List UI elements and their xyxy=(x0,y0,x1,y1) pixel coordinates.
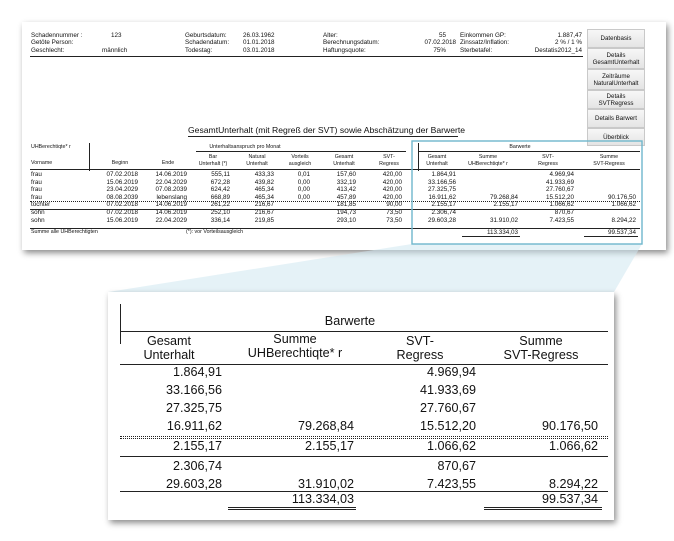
small-cell-svt: 420,00 xyxy=(382,193,402,201)
small-cell-bw-sumsvt: 90.176,50 xyxy=(607,193,636,201)
group-unterhaltsanspruch: Unterhaltsanspruch pro Monat xyxy=(209,144,281,150)
small-cell-beginn: 07.02.2018 xyxy=(106,201,138,209)
small-cell-bw-svt: 41.933,69 xyxy=(545,178,574,186)
col-natural-2: Unterhalt xyxy=(246,161,268,167)
zoom-total-summe-line-2 xyxy=(228,509,356,510)
small-cell-bw-svt: 1.066,62 xyxy=(549,201,574,209)
value-todestag: 03.01.2018 xyxy=(243,47,275,54)
zoom-cell-bw-summe: 31.910,02 xyxy=(297,477,354,491)
small-cell-natural: 465,34 xyxy=(254,186,274,194)
label-berechnungsdatum: Berechnungsdatum: xyxy=(323,39,380,46)
col-ende: Ende xyxy=(161,160,175,166)
zoom-tochter-line xyxy=(120,456,608,457)
small-cell-ende: 14.06.2019 xyxy=(155,209,187,216)
col-bar-2: Unterhalt (*) xyxy=(198,161,228,167)
small-cell-svt: 420,00 xyxy=(382,186,402,194)
datenbasis-label: Datenbasis xyxy=(600,35,632,42)
small-cell-vorteils: 0,00 xyxy=(297,186,310,194)
small-cell-beginn: 15.06.2019 xyxy=(106,216,138,224)
small-cell-beginn: 07.02.2018 xyxy=(106,209,138,216)
value-schadennummer: 123 xyxy=(111,32,122,39)
small-cell-bw-gesamt: 33.166,56 xyxy=(427,178,456,186)
details-barwert-label: Details Barwert xyxy=(595,115,637,122)
small-cell-bw-gesamt: 29.603,28 xyxy=(427,216,456,224)
small-cell-bw-summe: 31.910,02 xyxy=(489,216,518,224)
small-cell-bw-svt: 27.760,67 xyxy=(545,186,574,194)
zoom-cone-fill xyxy=(108,244,642,292)
small-cell-vorname: frau xyxy=(31,186,42,194)
zeitraeume-label-1: Zeiträume xyxy=(602,72,630,80)
col-bw-gesamt-2: Unterhalt xyxy=(426,161,448,167)
small-cell-gesamt: 194,73 xyxy=(336,209,356,216)
small-cell-svt: 73,50 xyxy=(386,216,402,224)
small-cell-ende: 07.08.2039 xyxy=(155,186,187,194)
small-cell-bw-svt: 7.423,55 xyxy=(549,216,574,224)
value-berechnungsdatum: 07.02.2018 xyxy=(424,39,456,46)
label-haftungsquote: Haftungsquote: xyxy=(323,47,366,54)
label-schadendatum: Schadendatum: xyxy=(185,39,230,46)
small-cell-bw-gesamt: 1.864,91 xyxy=(431,171,456,178)
col-svt-1: SVT- xyxy=(383,154,395,160)
zoom-cell-bw-sumsvt: 90.176,50 xyxy=(541,419,598,433)
small-cell-gesamt: 181,85 xyxy=(336,201,356,209)
small-cell-bw-summe: 79.268,84 xyxy=(489,193,518,201)
small-cell-bar: 336,14 xyxy=(210,216,230,224)
footer-note: (*): vor Vorteilsausgleich xyxy=(186,229,244,235)
small-total-summe: 113.334,03 xyxy=(486,229,518,236)
small-cell-bw-svt: 870,67 xyxy=(554,209,574,216)
small-cell-ende: 14.06.2019 xyxy=(155,201,187,209)
zoom-cell-bw-gesamt: 2.306,74 xyxy=(172,459,222,473)
small-cell-bw-gesamt: 16.911,62 xyxy=(428,193,456,201)
small-cell-natural: 465,34 xyxy=(254,193,274,201)
value-haftungsquote: 75% xyxy=(433,47,446,54)
report-title: GesamtUnterhalt (mit Regreß der SVT) sowie Abschätzung der Barwerte xyxy=(188,125,466,135)
small-cell-gesamt: 413,42 xyxy=(336,186,356,194)
group-barwerte-small: Barwerte xyxy=(509,144,531,150)
zoom-cell-bw-summe: 79.268,84 xyxy=(297,419,354,433)
zoom-cell-bw-svt: 41.933,69 xyxy=(419,383,476,397)
zoom-cell-bw-gesamt: 1.864,91 xyxy=(172,365,222,379)
col-bw-svt-2: Regress xyxy=(538,161,558,167)
small-cell-bar: 261,22 xyxy=(210,201,230,209)
col-vorteils-1: Vorteils xyxy=(291,154,309,160)
value-einkommen-gp: 1.887,47 xyxy=(557,32,582,39)
small-cell-bw-gesamt: 2.155,17 xyxy=(431,201,456,209)
small-cell-beginn: 15.06.2019 xyxy=(106,178,138,186)
small-cell-natural: 219,85 xyxy=(254,216,274,224)
col-vorteils-2: ausgleich xyxy=(288,161,312,167)
small-cell-beginn: 07.02.2018 xyxy=(106,171,138,178)
zoom-cell-bw-svt: 7.423,55 xyxy=(426,477,476,491)
label-geburtsdatum: Geburtsdatum: xyxy=(185,32,227,39)
details-gesamtunterhalt-label-1: Details xyxy=(606,51,626,59)
zoom-col-summe-2: UHBerechtiqte* r xyxy=(247,346,343,360)
small-cell-ende: 22.04.2029 xyxy=(155,216,187,224)
zoom-col-sumsvt-1: Summe xyxy=(519,334,563,348)
zoom-bottom-line xyxy=(120,491,608,492)
zoom-group-line xyxy=(120,331,608,332)
zeitraeume-label-2: NaturalUnterhalt xyxy=(593,79,639,87)
col-bw-svt-1: SVT- xyxy=(542,154,554,160)
small-cell-vorname: sohn xyxy=(31,209,45,216)
highlight-frame xyxy=(412,141,642,244)
label-alter: Alter: xyxy=(323,32,338,39)
small-cell-natural: 439,82 xyxy=(254,178,274,186)
value-geburtsdatum: 26.03.1962 xyxy=(243,32,275,39)
zoom-cell-bw-gesamt: 33.166,56 xyxy=(165,383,222,397)
small-cell-vorteils: 0,00 xyxy=(297,178,310,186)
zoom-total-sumsvt-line-1 xyxy=(484,507,602,508)
col-vorname: Vorname xyxy=(31,160,53,166)
col-svt-2: Regress xyxy=(379,161,399,167)
zoom-cell-bw-gesamt: 29.603,28 xyxy=(165,477,222,491)
small-cell-vorname: frau xyxy=(31,178,42,186)
zoom-dotted-line-1 xyxy=(120,436,608,437)
col-bar-1: Bar xyxy=(208,154,218,160)
small-cell-bw-gesamt: 2.306,74 xyxy=(431,209,456,216)
small-cell-bar: 672,28 xyxy=(210,178,230,186)
details-svtregress-label-1: Details xyxy=(606,92,626,100)
zoom-cell-bw-svt: 870,67 xyxy=(437,459,476,473)
small-cell-svt: 90,00 xyxy=(386,201,402,209)
zoom-left-divider xyxy=(120,304,121,344)
ueberblick-label: Überblick xyxy=(603,133,629,141)
col-bw-gesamt-1: Gesamt xyxy=(427,154,447,160)
small-cell-vorname: sohn xyxy=(31,216,45,224)
value-schadendatum: 01.01.2018 xyxy=(243,39,275,46)
label-schadennummer: Schadennummer : xyxy=(31,32,83,39)
zoom-cell-bw-svt: 27.760,67 xyxy=(419,401,476,415)
col-bw-summe-1: Summe xyxy=(478,154,498,160)
zoom-col-sumsvt-2: SVT-Regress xyxy=(503,348,579,362)
col-natural-1: Natural xyxy=(248,154,266,160)
footer-summe-alle: Summe alle UHBerechtigten xyxy=(31,229,98,235)
zoom-cell-bw-gesamt: 16.911,62 xyxy=(166,419,222,433)
details-gesamtunterhalt-label-2: GesamtUnterhalt xyxy=(592,58,640,66)
small-cell-bar: 624,42 xyxy=(210,186,230,194)
col-gesamt-2: Unterhalt xyxy=(333,161,355,167)
col-beginn: Beginn xyxy=(111,160,129,166)
small-cell-bw-gesamt: 27.325,75 xyxy=(427,186,456,194)
zoom-cell-bw-sumsvt: 1.066,62 xyxy=(548,439,598,453)
small-cell-bar: 252,10 xyxy=(210,209,230,216)
small-cell-bw-svt: 15.512,20 xyxy=(545,193,574,201)
small-cell-svt: 420,00 xyxy=(382,178,402,186)
zoom-dotted-line-2 xyxy=(120,438,608,439)
small-cell-beginn: 23.04.2029 xyxy=(106,186,138,194)
small-cell-beginn: 08.08.2039 xyxy=(106,193,138,201)
small-cell-bar: 668,89 xyxy=(210,193,230,201)
label-einkommen-gp: Einkommen GP: xyxy=(460,32,506,39)
zoom-col-gesamt-1: Gesamt xyxy=(146,334,192,348)
group-uhberechtigte: UHBerechtiqte* r xyxy=(31,144,71,150)
small-cell-bw-sumsvt: 1.066,62 xyxy=(611,201,636,209)
zoom-total-summe-line-1 xyxy=(228,507,356,508)
label-sterbetafel: Sterbetafel: xyxy=(460,47,493,54)
zoom-cell-bw-svt: 15.512,20 xyxy=(419,419,476,433)
small-cell-svt: 73,50 xyxy=(386,209,402,216)
small-cell-bw-sumsvt: 8.294,22 xyxy=(611,216,636,224)
col-bw-sumsvt-2: SVT-Regress xyxy=(593,161,625,167)
col-bw-sumsvt-1: Summe xyxy=(599,154,619,160)
small-cell-ende: lebenslang xyxy=(156,193,187,201)
zoom-cell-bw-summe: 2.155,17 xyxy=(304,439,354,453)
zoom-cell-bw-gesamt: 2.155,17 xyxy=(172,439,222,453)
zoom-cell-bw-sumsvt: 8.294,22 xyxy=(548,477,598,491)
zoom-total-sumsvt: 99.537,34 xyxy=(541,492,598,506)
value-geschlecht: männlich xyxy=(102,47,128,54)
small-cell-svt: 420,00 xyxy=(382,171,402,178)
zoom-barwerte-heading: Barwerte xyxy=(324,314,376,328)
zoom-cell-bw-svt: 4.969,94 xyxy=(426,365,476,379)
small-cell-vorname: frau xyxy=(31,193,42,201)
zoom-cell-bw-svt: 1.066,62 xyxy=(426,439,476,453)
col-gesamt-1: Gesamt xyxy=(334,154,354,160)
label-getoetete-person: Getöte Person: xyxy=(31,39,74,46)
value-sterbetafel: Destatis2012_14 xyxy=(534,47,582,54)
small-cell-natural: 216,67 xyxy=(254,201,274,209)
zoom-total-summe: 113.334,03 xyxy=(291,492,354,506)
label-zinssatz: Zinssatz/Inflation: xyxy=(460,39,509,46)
zoom-col-gesamt-2: Unterhalt xyxy=(143,348,195,362)
value-alter: 55 xyxy=(438,32,446,39)
small-cell-gesamt: 332,19 xyxy=(336,178,356,186)
label-todestag: Todestag: xyxy=(185,47,213,54)
small-cell-bw-summe: 2.155,17 xyxy=(493,201,518,209)
zoom-col-svt-1: SVT- xyxy=(406,334,434,348)
small-cell-natural: 216,67 xyxy=(254,209,274,216)
small-cell-vorname: tochter xyxy=(31,201,51,209)
small-cell-natural: 433,33 xyxy=(254,171,274,178)
small-cell-ende: 22.04.2029 xyxy=(155,178,187,186)
small-cell-vorteils: 0,00 xyxy=(297,193,310,201)
small-cell-gesamt: 157,60 xyxy=(336,171,356,178)
col-bw-summe-2: UHBerechtiqte* r xyxy=(468,161,508,167)
details-svtregress-label-2: SVTRegress xyxy=(598,99,634,107)
zoom-cell-bw-gesamt: 27.325,75 xyxy=(165,401,222,415)
small-cell-vorteils: 0,01 xyxy=(297,171,310,178)
zoom-col-summe-1: Summe xyxy=(273,332,317,346)
zoom-col-svt-2: Regress xyxy=(396,348,444,362)
label-geschlecht: Geschlecht: xyxy=(31,47,65,54)
small-total-sumsvt: 99.537,34 xyxy=(607,229,636,236)
small-cell-bw-svt: 4.969,94 xyxy=(549,171,574,178)
small-cell-ende: 14.06.2019 xyxy=(155,171,187,178)
small-cell-bar: 555,11 xyxy=(211,171,230,178)
small-cell-gesamt: 457,89 xyxy=(336,193,356,201)
value-zinssatz: 2 % / 1 % xyxy=(555,39,582,46)
small-cell-vorname: frau xyxy=(31,171,42,178)
zoom-total-sumsvt-line-2 xyxy=(484,509,602,510)
small-cell-gesamt: 293,10 xyxy=(336,216,356,224)
